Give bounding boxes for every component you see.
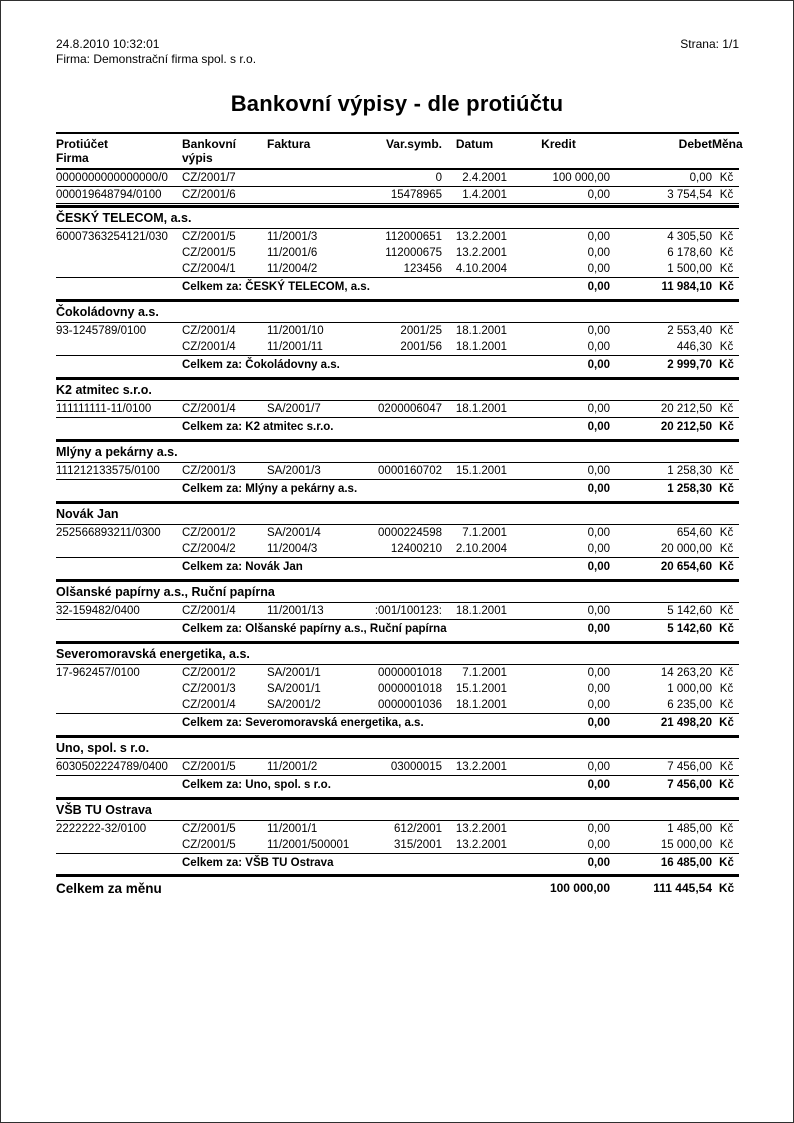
- table-row: [56, 603, 739, 620]
- cell-protiucet: 000019648794/0100: [56, 189, 162, 201]
- cell-kredit: 0,00: [587, 667, 610, 679]
- cell-faktura: SA/2001/1: [267, 683, 321, 695]
- grand-total-label: Celkem za měnu: [56, 881, 162, 896]
- cell-vypis: CZ/2001/5: [182, 231, 236, 243]
- cell-varsymb: 0000001018: [378, 667, 442, 679]
- cell-protiucet: 60007363254121/030: [56, 231, 168, 243]
- cell-faktura: 11/2001/13: [267, 605, 324, 617]
- table-row: [56, 463, 739, 480]
- cell-faktura: SA/2001/1: [267, 667, 321, 679]
- cell-kredit: 0,00: [587, 263, 610, 275]
- table-row: [56, 261, 739, 278]
- cell-datum: 2.10.2004: [455, 543, 507, 555]
- cell-debet: 446,30: [676, 341, 712, 353]
- cell-vypis: CZ/2001/3: [182, 465, 236, 477]
- cell-debet: 5 142,60: [667, 605, 712, 617]
- cell-varsymb: 112000651: [385, 231, 442, 243]
- cell-protiucet: [56, 699, 182, 712]
- col-header-debet: Debet: [678, 137, 712, 151]
- firm-group-header: VŠB TU Ostrava: [56, 797, 739, 821]
- cell-vypis: CZ/2001/4: [182, 699, 236, 711]
- firm-group-header: Mlýny a pekárny a.s.: [56, 439, 739, 463]
- cell-debet: 7 456,00: [667, 761, 712, 773]
- cell-mena: Kč: [719, 683, 734, 695]
- cell-mena: Kč: [719, 761, 734, 773]
- cell-mena: Kč: [719, 247, 734, 259]
- cell-kredit: 0,00: [587, 683, 610, 695]
- cell-debet: 5 142,60: [667, 623, 712, 635]
- group-total-label: Celkem za: Mlýny a pekárny a.s.: [182, 483, 358, 495]
- group-total-label: Celkem za: Olšanské papírny a.s., Ruční papírna: [182, 623, 447, 635]
- cell-varsymb: 0000001018: [378, 683, 442, 695]
- cell-protiucet: [56, 247, 182, 260]
- cell-debet: 2 553,40: [667, 325, 712, 337]
- table-row: [56, 323, 739, 339]
- cell-kredit: 0,00: [587, 189, 610, 201]
- cell-protiucet: [56, 341, 182, 354]
- table-row: [56, 541, 739, 558]
- cell-faktura: 11/2004/3: [267, 543, 318, 555]
- cell-datum: 18.1.2001: [455, 699, 507, 711]
- group-total-label: Celkem za: VŠB TU Ostrava: [182, 857, 334, 869]
- cell-protiucet: 111111111-11/0100: [56, 403, 152, 415]
- group-total-row: [56, 480, 739, 500]
- cell-vypis: CZ/2004/1: [182, 263, 236, 275]
- group-total-label: Celkem za: K2 atmitec s.r.o.: [182, 421, 334, 433]
- cell-protiucet: [56, 263, 182, 276]
- report-table: [56, 132, 743, 900]
- cell-datum: 13.2.2001: [455, 247, 507, 259]
- cell-varsymb: 112000675: [385, 247, 442, 259]
- cell-debet: 0,00: [689, 172, 712, 184]
- cell-vypis: CZ/2001/5: [182, 247, 236, 259]
- cell-varsymb: 315/2001: [394, 839, 442, 851]
- cell-debet: 654,60: [676, 527, 712, 539]
- group-total-row: [56, 714, 739, 734]
- cell-mena: Kč: [719, 527, 734, 539]
- cell-kredit: 0,00: [587, 281, 610, 293]
- cell-varsymb: 2001/25: [400, 325, 442, 337]
- table-row: [56, 187, 739, 204]
- cell-protiucet: [56, 839, 182, 852]
- cell-vypis: CZ/2001/3: [182, 683, 236, 695]
- cell-faktura: SA/2001/2: [267, 699, 321, 711]
- cell-kredit: 0,00: [587, 699, 610, 711]
- cell-datum: 13.2.2001: [455, 823, 507, 835]
- cell-vypis: CZ/2004/2: [182, 543, 236, 555]
- cell-debet: 11 984,10: [661, 281, 712, 293]
- cell-protiucet: 252566893211/0300: [56, 527, 161, 539]
- cell-faktura: 11/2001/1: [267, 823, 318, 835]
- cell-faktura: [267, 172, 359, 185]
- cell-kredit: 0,00: [587, 341, 610, 353]
- cell-datum: 13.2.2001: [455, 761, 507, 773]
- cell-mena: Kč: [719, 605, 734, 617]
- col-header-protiucet-firma: Protiúčet Firma: [56, 137, 109, 165]
- cell-mena: Kč: [719, 823, 734, 835]
- report-firm-line: Firma: Demonstrační firma spol. s r.o.: [56, 52, 257, 66]
- cell-faktura: 11/2001/500001: [267, 839, 350, 851]
- cell-faktura: 11/2004/2: [267, 263, 318, 275]
- cell-debet: 3 754,54: [667, 189, 712, 201]
- col-header-faktura: Faktura: [267, 137, 311, 151]
- cell-mena: Kč: [719, 561, 734, 573]
- cell-kredit: 0,00: [587, 465, 610, 477]
- cell-debet: 1 485,00: [667, 823, 712, 835]
- cell-debet: 21 498,20: [660, 717, 712, 729]
- col-header-varsymb: Var.symb.: [385, 137, 442, 151]
- cell-mena: Kč: [719, 359, 734, 371]
- col-header-mena: Měna: [712, 137, 743, 151]
- cell-faktura: 11/2001/2: [267, 761, 318, 773]
- cell-faktura: 11/2001/11: [267, 341, 323, 353]
- cell-protiucet: 2222222-32/0100: [56, 823, 147, 835]
- cell-mena: Kč: [719, 172, 734, 184]
- cell-debet: 1 000,00: [667, 683, 712, 695]
- cell-datum: 13.2.2001: [455, 231, 507, 243]
- firm-group-header: Čokoládovny a.s.: [56, 299, 739, 323]
- col-header-kredit: Kredit: [541, 137, 576, 151]
- cell-varsymb: 0000224598: [378, 527, 442, 539]
- table-row: [56, 665, 739, 681]
- group-total-row: [56, 776, 739, 796]
- cell-debet: 7 456,00: [667, 779, 712, 791]
- cell-datum: 18.1.2001: [455, 605, 507, 617]
- cell-kredit: 0,00: [587, 403, 610, 415]
- cell-mena: Kč: [719, 667, 734, 679]
- cell-vypis: CZ/2001/7: [182, 172, 236, 184]
- report-datetime: 24.8.2010 10:32:01: [56, 37, 160, 51]
- cell-debet: 1 258,30: [667, 465, 712, 477]
- cell-debet: 20 000,00: [660, 543, 712, 555]
- cell-varsymb: 612/2001: [394, 823, 442, 835]
- cell-kredit: 0,00: [587, 231, 610, 243]
- cell-varsymb: 0200006047: [378, 403, 442, 415]
- table-row: [56, 245, 739, 261]
- group-total-label: Celkem za: Novák Jan: [182, 561, 303, 573]
- cell-protiucet: 111212133575/0100: [56, 465, 160, 477]
- cell-vypis: CZ/2001/2: [182, 527, 236, 539]
- cell-varsymb: 15478965: [390, 189, 442, 201]
- cell-mena: Kč: [719, 623, 734, 635]
- cell-mena: Kč: [719, 839, 734, 851]
- report-title: Bankovní výpisy - dle protiúčtu: [230, 91, 564, 116]
- table-row: [56, 229, 739, 245]
- cell-kredit: 0,00: [587, 483, 610, 495]
- table-body: [56, 170, 739, 900]
- table-row: [56, 525, 739, 541]
- col-header-bankovni-vypis: Bankovní výpis: [182, 137, 237, 165]
- cell-varsymb: 123456: [403, 263, 442, 275]
- cell-protiucet: 0000000000000000/0: [56, 172, 168, 184]
- cell-datum: 18.1.2001: [455, 341, 507, 353]
- cell-mena: Kč: [719, 421, 734, 433]
- cell-mena: Kč: [719, 341, 734, 353]
- cell-kredit: 0,00: [587, 717, 610, 729]
- page-number: Strana: 1/1: [680, 37, 739, 51]
- cell-vypis: CZ/2001/4: [182, 341, 236, 353]
- cell-debet: 1 258,30: [667, 483, 712, 495]
- grand-total-row: [56, 874, 739, 900]
- firm-group-header: Uno, spol. s r.o.: [56, 735, 739, 759]
- cell-kredit: 0,00: [587, 325, 610, 337]
- cell-kredit: 0,00: [587, 359, 610, 371]
- cell-faktura: [267, 189, 359, 202]
- cell-debet: 15 000,00: [660, 839, 712, 851]
- cell-kredit: 0,00: [587, 623, 610, 635]
- table-row: [56, 170, 739, 187]
- group-total-label: Celkem za: Severomoravská energetika, a.s.: [182, 717, 424, 729]
- cell-faktura: 11/2001/6: [267, 247, 318, 259]
- cell-debet: 111 445,54: [653, 881, 712, 895]
- group-total-row: [56, 418, 739, 438]
- cell-protiucet: 93-1245789/0100: [56, 325, 147, 337]
- cell-kredit: 0,00: [587, 779, 610, 791]
- cell-kredit: 0,00: [587, 421, 610, 433]
- group-total-row: [56, 356, 739, 376]
- cell-debet: 20 212,50: [660, 421, 712, 433]
- firm-group-header: Novák Jan: [56, 501, 739, 525]
- group-total-row: [56, 854, 739, 874]
- table-row: [56, 339, 739, 356]
- firm-group-header: K2 atmitec s.r.o.: [56, 377, 739, 401]
- cell-debet: 4 305,50: [667, 231, 712, 243]
- cell-mena: Kč: [719, 483, 734, 495]
- group-total-row: [56, 558, 739, 578]
- cell-kredit: 100 000,00: [552, 172, 610, 184]
- group-total-label: Celkem za: Uno, spol. s r.o.: [182, 779, 331, 791]
- firm-group-header: Severomoravská energetika, a.s.: [56, 641, 739, 665]
- cell-faktura: SA/2001/3: [267, 465, 321, 477]
- cell-kredit: 0,00: [587, 605, 610, 617]
- cell-kredit: 0,00: [587, 543, 610, 555]
- cell-datum: 1.4.2001: [462, 189, 507, 201]
- cell-vypis: CZ/2001/5: [182, 839, 236, 851]
- cell-kredit: 100 000,00: [549, 881, 610, 895]
- cell-datum: 7.1.2001: [462, 667, 507, 679]
- cell-mena: Kč: [719, 699, 734, 711]
- cell-vypis: CZ/2001/4: [182, 605, 236, 617]
- firm-group-header: ČESKÝ TELECOM, a.s.: [56, 205, 739, 229]
- cell-faktura: 11/2001/10: [267, 325, 324, 337]
- cell-debet: 6 178,60: [667, 247, 712, 259]
- cell-datum: 15.1.2001: [455, 465, 507, 477]
- cell-debet: 20 654,60: [660, 561, 712, 573]
- header-left: [56, 37, 256, 67]
- cell-vypis: CZ/2001/4: [182, 403, 236, 415]
- table-row: [56, 821, 739, 837]
- page-header: [1, 1, 793, 67]
- cell-datum: 15.1.2001: [455, 683, 507, 695]
- cell-mena: Kč: [719, 403, 734, 415]
- cell-faktura: SA/2001/4: [267, 527, 321, 539]
- group-total-row: [56, 278, 739, 298]
- cell-mena: Kč: [719, 779, 734, 791]
- table-row: [56, 697, 739, 714]
- cell-mena: Kč: [719, 263, 734, 275]
- cell-debet: 1 500,00: [667, 263, 712, 275]
- cell-vypis: CZ/2001/6: [182, 189, 236, 201]
- group-total-label: Celkem za: Čokoládovny a.s.: [182, 359, 340, 371]
- cell-datum: 4.10.2004: [455, 263, 507, 275]
- cell-varsymb: 12400210: [390, 543, 442, 555]
- cell-debet: 14 263,20: [660, 667, 712, 679]
- cell-varsymb: :001/100123:: [374, 605, 442, 617]
- cell-kredit: 0,00: [587, 839, 610, 851]
- cell-vypis: CZ/2001/2: [182, 667, 236, 679]
- cell-protiucet: 32-159482/0400: [56, 605, 140, 617]
- cell-datum: 2.4.2001: [462, 172, 507, 184]
- group-total-row: [56, 620, 739, 640]
- cell-protiucet: 17-962457/0100: [56, 667, 140, 679]
- cell-varsymb: 03000015: [390, 761, 442, 773]
- cell-kredit: 0,00: [587, 823, 610, 835]
- cell-kredit: 0,00: [587, 561, 610, 573]
- cell-mena: Kč: [719, 543, 734, 555]
- cell-vypis: CZ/2001/5: [182, 761, 236, 773]
- cell-mena: Kč: [719, 717, 734, 729]
- cell-mena: Kč: [719, 857, 734, 869]
- cell-debet: 16 485,00: [660, 857, 712, 869]
- cell-mena: Kč: [718, 881, 735, 895]
- cell-varsymb: 0000160702: [378, 465, 442, 477]
- table-header-row: [56, 132, 743, 170]
- cell-mena: Kč: [719, 189, 734, 201]
- cell-varsymb: 0000001036: [378, 699, 442, 711]
- cell-mena: Kč: [719, 325, 734, 337]
- cell-mena: Kč: [719, 465, 734, 477]
- cell-vypis: CZ/2001/4: [182, 325, 236, 337]
- group-total-label: Celkem za: ČESKÝ TELECOM, a.s.: [182, 281, 370, 293]
- cell-vypis: CZ/2001/5: [182, 823, 236, 835]
- table-row: [56, 401, 739, 418]
- cell-datum: 18.1.2001: [455, 325, 507, 337]
- cell-debet: 6 235,00: [667, 699, 712, 711]
- cell-datum: 7.1.2001: [462, 527, 507, 539]
- cell-mena: Kč: [719, 231, 734, 243]
- cell-kredit: 0,00: [587, 527, 610, 539]
- firm-group-header: Olšanské papírny a.s., Ruční papírna: [56, 579, 739, 603]
- cell-kredit: 0,00: [587, 761, 610, 773]
- cell-debet: 20 212,50: [660, 403, 712, 415]
- table-row: [56, 681, 739, 697]
- cell-protiucet: [56, 543, 182, 556]
- cell-debet: 2 999,70: [667, 359, 712, 371]
- cell-protiucet: 6030502224789/0400: [56, 761, 168, 773]
- cell-mena: Kč: [719, 281, 734, 293]
- cell-faktura: 11/2001/3: [267, 231, 318, 243]
- table-row: [56, 759, 739, 776]
- table-row: [56, 837, 739, 854]
- cell-faktura: SA/2001/7: [267, 403, 321, 415]
- cell-protiucet: [56, 683, 182, 696]
- cell-datum: 13.2.2001: [455, 839, 507, 851]
- cell-varsymb: 2001/56: [400, 341, 442, 353]
- cell-kredit: 0,00: [587, 857, 610, 869]
- cell-varsymb: 0: [435, 172, 442, 184]
- col-header-datum: Datum: [455, 137, 494, 151]
- cell-datum: 18.1.2001: [455, 403, 507, 415]
- cell-kredit: 0,00: [587, 247, 610, 259]
